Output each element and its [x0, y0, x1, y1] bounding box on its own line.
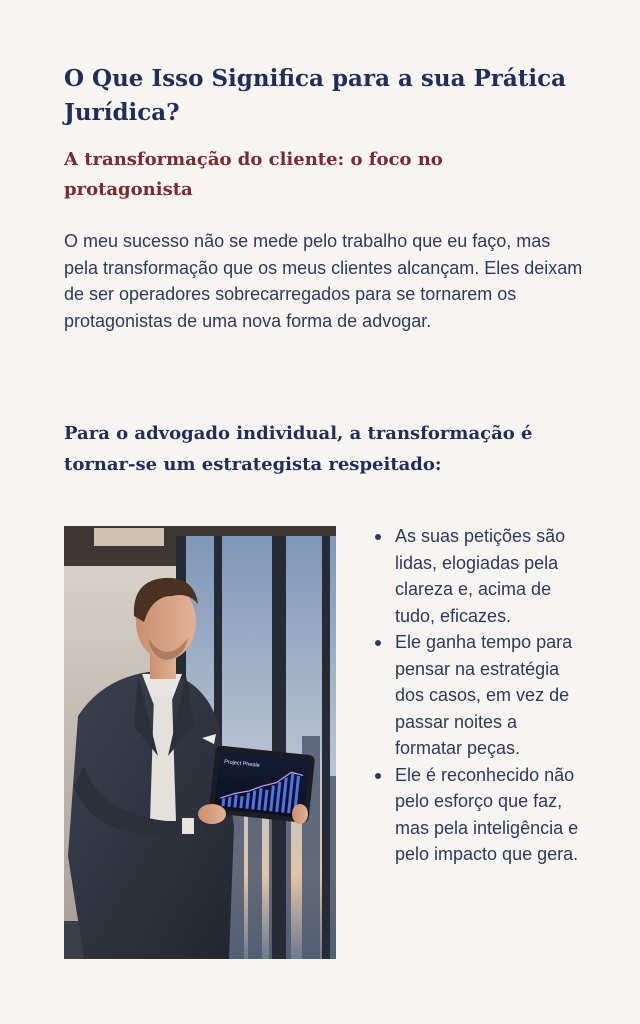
bullet-icon	[375, 773, 381, 779]
list-item-text: Ele é reconhecido não pelo esforço que faz, mas pela inteligência e pelo impacto que gera.	[395, 764, 579, 864]
individual-heading: Para o advogado individual, a transformação é tornar-se um estrategista respeitado:	[64, 423, 533, 475]
tablet-label: Project Pheale	[223, 759, 260, 769]
transformation-list	[373, 523, 588, 868]
bullet-icon	[375, 640, 381, 646]
list-item-text: Ele ganha tempo para pensar na estratégia dos casos, em vez de passar noites a formatar peças.	[395, 632, 573, 758]
lawyer-photo	[64, 526, 336, 959]
list-item	[373, 523, 588, 629]
intro-paragraph: O meu sucesso não se mede pelo trabalho que eu faço, mas pela transformação que os meus clientes alcançam. Eles deixam de ser operadores sobrecarregados para se tornarem os protagonistas de uma nova forma de advogar.	[64, 231, 583, 331]
page-title: O Que Isso Significa para a sua Prática Jurídica?	[64, 65, 567, 126]
section-subtitle: A transformação do cliente: o foco no protagonista	[64, 149, 443, 200]
list-item	[373, 762, 588, 868]
list-item-text: As suas petições são lidas, elogiadas pela clareza e, acima de tudo, eficazes.	[395, 526, 566, 626]
bullet-icon	[375, 534, 381, 540]
list-item	[373, 629, 588, 762]
